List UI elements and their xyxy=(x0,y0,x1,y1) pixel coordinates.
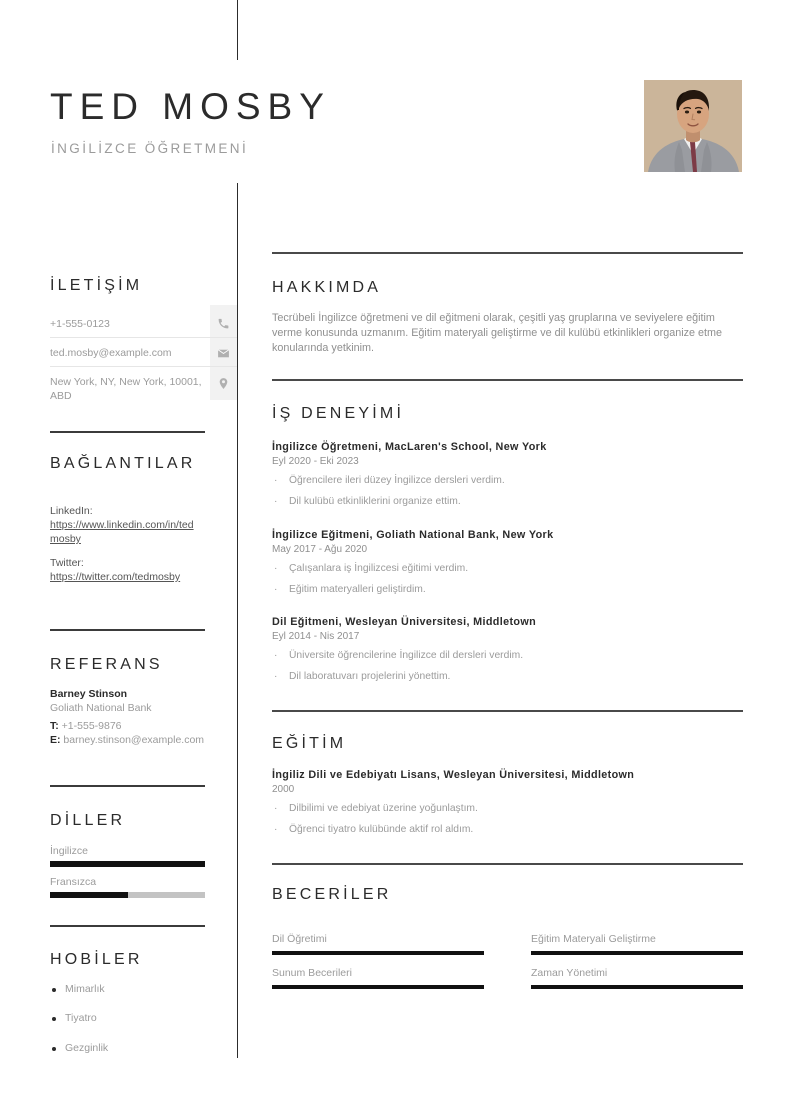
experience-bullet-dot-1-0: · xyxy=(274,563,278,574)
resume-header xyxy=(0,0,794,183)
experience-bullet-dot-1-1: · xyxy=(274,584,278,595)
link-url-linkedin[interactable]: https://www.linkedin.com/in/tedmosby xyxy=(50,519,194,545)
portrait-photo-icon xyxy=(644,80,742,172)
language-bar-fill-0 xyxy=(50,861,205,867)
reference-phone-label: T: xyxy=(50,720,59,732)
experience-title-2: Dil Eğitmeni, Wesleyan Üniversitesi, Middletown xyxy=(272,616,537,628)
link-url-twitter[interactable]: https://twitter.com/tedmosby xyxy=(50,571,181,583)
experience-title-1: İngilizce Eğitmeni, Goliath National Bank, New York xyxy=(272,529,554,541)
job-subtitle: İNGİLİZCE ÖĞRETMENİ xyxy=(51,141,249,156)
vertical-divider-main xyxy=(237,183,238,1058)
contact-address[interactable]: New York, NY, New York, 10001, ABD xyxy=(50,376,202,402)
contact-divider-2 xyxy=(50,366,237,367)
divider-hobbies xyxy=(50,925,205,927)
experience-bullet-0-1: Dil kulübü etkinliklerini organize ettim. xyxy=(289,496,461,507)
section-heading-hobbies: HOBİLER xyxy=(50,951,143,968)
reference-phone-value[interactable]: +1-555-9876 xyxy=(61,720,122,732)
hobby-bullet-0 xyxy=(52,988,56,992)
page-title: TED MOSBY xyxy=(50,86,331,127)
experience-bullet-1-0: Çalışanlara iş İngilizcesi eğitimi verdim. xyxy=(289,563,469,574)
reference-company: Goliath National Bank xyxy=(50,702,152,714)
experience-bullet-2-0: Üniversite öğrencilerine İngilizce dil dersleri verdim. xyxy=(289,650,524,661)
experience-title-0: İngilizce Öğretmeni, MacLaren's School, New York xyxy=(272,441,547,453)
section-heading-experience: İŞ DENEYİMİ xyxy=(272,405,405,422)
section-heading-contact: İLETİŞİM xyxy=(50,277,143,294)
skill-name-3: Zaman Yönetimi xyxy=(531,967,608,979)
reference-email-row xyxy=(50,733,208,747)
experience-bullet-dot-0-0: · xyxy=(274,475,278,486)
envelope-icon xyxy=(210,338,237,369)
divider-links xyxy=(50,431,205,433)
skill-bar-fill-1 xyxy=(531,951,743,955)
education-bullet-dot-0-1: · xyxy=(274,824,278,835)
language-name-1: Fransızca xyxy=(50,876,97,888)
section-heading-skills: BECERİLER xyxy=(272,886,392,903)
skill-name-2: Sunum Becerileri xyxy=(272,967,352,979)
section-heading-education: EĞİTİM xyxy=(272,735,347,752)
skill-bar-2 xyxy=(272,985,484,989)
experience-date-2: Eyl 2014 - Nis 2017 xyxy=(272,631,360,642)
location-pin-icon xyxy=(210,368,237,399)
experience-bullet-dot-2-0: · xyxy=(274,650,278,661)
link-label-linkedin: LinkedIn: xyxy=(50,505,93,517)
experience-bullet-0-0: Öğrencilere ileri düzey İngilizce dersleri verdim. xyxy=(289,475,505,486)
skill-bar-fill-0 xyxy=(272,951,484,955)
skill-bar-0 xyxy=(272,951,484,955)
avatar xyxy=(644,80,742,172)
section-heading-languages: DİLLER xyxy=(50,812,126,829)
skill-name-1: Eğitim Materyali Geliştirme xyxy=(531,933,656,945)
reference-phone-row xyxy=(50,719,208,733)
hobby-bullet-1 xyxy=(52,1017,56,1021)
hobby-item-2: Gezginlik xyxy=(65,1042,109,1054)
experience-date-0: Eyl 2020 - Eki 2023 xyxy=(272,456,359,467)
education-date-0: 2000 xyxy=(272,784,295,795)
hobby-item-0: Mimarlık xyxy=(65,983,105,995)
divider-languages xyxy=(50,785,205,787)
skill-bar-1 xyxy=(531,951,743,955)
contact-divider-1 xyxy=(50,337,237,338)
phone-icon xyxy=(210,308,237,339)
section-heading-about: HAKKIMDA xyxy=(272,279,382,296)
education-bullet-0-1: Öğrenci tiyatro kulübünde aktif rol aldım. xyxy=(289,824,474,835)
education-title-0: İngiliz Dili ve Edebiyatı Lisans, Wesleyan Üniversitesi, Middletown xyxy=(272,769,635,781)
reference-email-label: E: xyxy=(50,734,61,746)
skill-bar-fill-2 xyxy=(272,985,484,989)
section-heading-reference: REFERANS xyxy=(50,656,163,673)
divider-education xyxy=(272,710,743,712)
experience-bullet-dot-0-1: · xyxy=(274,496,278,507)
section-heading-links: BAĞLANTILAR xyxy=(50,455,196,472)
language-bar-fill-1 xyxy=(50,892,128,898)
education-bullet-0-0: Dilbilimi ve edebiyat üzerine yoğunlaştım. xyxy=(289,803,478,814)
reference-name: Barney Stinson xyxy=(50,688,128,700)
contact-phone[interactable]: +1-555-0123 xyxy=(50,318,110,330)
reference-email-value[interactable]: barney.stinson@example.com xyxy=(63,734,205,746)
hobby-bullet-2 xyxy=(52,1047,56,1051)
education-bullet-dot-0-0: · xyxy=(274,803,278,814)
language-bar-1 xyxy=(50,892,205,898)
skill-bar-fill-3 xyxy=(531,985,743,989)
divider-experience xyxy=(272,379,743,381)
skill-name-0: Dil Öğretimi xyxy=(272,933,327,945)
divider-reference xyxy=(50,629,205,631)
experience-date-1: May 2017 - Ağu 2020 xyxy=(272,544,368,555)
experience-bullet-1-1: Eğitim materyalleri geliştirdim. xyxy=(289,584,426,595)
divider-about xyxy=(272,252,743,254)
experience-bullet-2-1: Dil laboratuvarı projelerini yönettim. xyxy=(289,671,451,682)
experience-bullet-dot-2-1: · xyxy=(274,671,278,682)
divider-skills xyxy=(272,863,743,865)
skill-bar-3 xyxy=(531,985,743,989)
hobby-item-1: Tiyatro xyxy=(65,1012,97,1024)
language-bar-0 xyxy=(50,861,205,867)
contact-email[interactable]: ted.mosby@example.com xyxy=(50,347,172,359)
link-label-twitter: Twitter: xyxy=(50,557,84,569)
about-summary-text: Tecrübeli İngilizce öğretmeni ve dil eğitmeni olarak, çeşitli yaş gruplarına ve seviyelere eğitim verme konusunda uzmanım. Eğitim materyali geliştirme ve dil kulübü etkinlikleri organize etme konularında yetkinim. xyxy=(272,312,723,354)
language-name-0: İngilizce xyxy=(50,845,88,857)
